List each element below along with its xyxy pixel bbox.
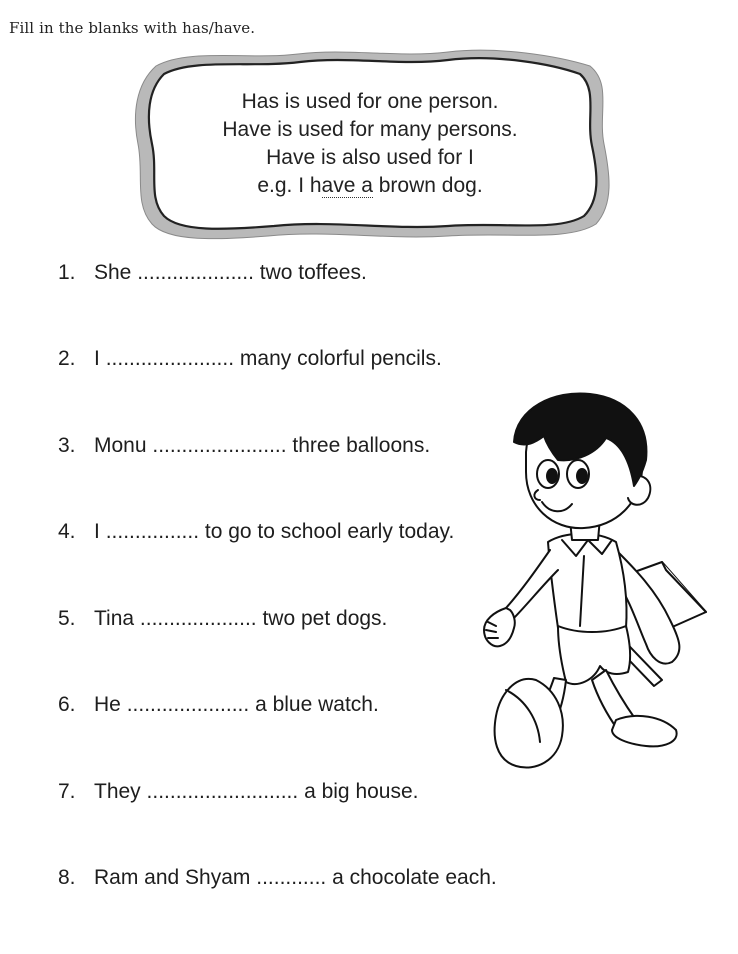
question-blank: .................... <box>137 261 254 284</box>
rule-example <box>128 172 612 200</box>
question-number: 4. <box>58 520 76 543</box>
question-blank: .................... <box>139 607 257 630</box>
question-item <box>58 344 442 374</box>
rule-line-2: Have is used for many persons. <box>222 118 518 141</box>
question-before: She <box>94 261 132 284</box>
question-after: to go to school early today. <box>204 520 455 543</box>
question-before: I <box>94 347 100 370</box>
question-item <box>58 517 454 547</box>
question-after: two toffees. <box>259 261 367 284</box>
question-item <box>58 777 419 807</box>
question-number: 2. <box>58 347 76 370</box>
question-item <box>58 604 387 634</box>
example-prefix: e.g. I h <box>257 174 322 197</box>
question-after: a blue watch. <box>255 693 379 716</box>
question-after: many colorful pencils. <box>239 347 442 370</box>
question-blank: .......................... <box>146 780 299 803</box>
question-blank: ...................... <box>105 347 235 370</box>
question-number: 6. <box>58 693 76 716</box>
question-after: a chocolate each. <box>332 866 497 889</box>
question-after: a big house. <box>304 780 419 803</box>
rule-line-3: Have is also used for I <box>266 146 474 169</box>
question-number: 3. <box>58 434 76 457</box>
question-number: 5. <box>58 607 76 630</box>
question-number: 7. <box>58 780 76 803</box>
question-number: 8. <box>58 866 76 889</box>
question-before: They <box>94 780 141 803</box>
question-blank: ....................... <box>152 434 287 457</box>
question-item <box>58 258 367 288</box>
rules-text <box>128 88 612 200</box>
question-blank: ............ <box>256 866 327 889</box>
rules-cloud-box <box>128 44 612 244</box>
example-underlined: ave a <box>321 174 373 197</box>
question-item <box>58 863 497 893</box>
question-before: He <box>94 693 121 716</box>
question-before: Tina <box>94 607 135 630</box>
question-before: Ram and Shyam <box>94 866 251 889</box>
question-number: 1. <box>58 261 76 284</box>
question-before: I <box>94 520 100 543</box>
question-blank: ..................... <box>126 693 250 716</box>
instruction-text: Fill in the blanks with has/have. <box>9 19 256 37</box>
rule-line-1: Has is used for one person. <box>241 90 499 113</box>
boy-walking-with-bag-icon <box>466 390 716 785</box>
question-before: Monu <box>94 434 147 457</box>
question-after: two pet dogs. <box>262 607 388 630</box>
question-blank: ................ <box>105 520 200 543</box>
example-suffix: brown dog. <box>372 174 483 197</box>
question-after: three balloons. <box>292 434 431 457</box>
question-item <box>58 690 379 720</box>
question-item <box>58 431 430 461</box>
